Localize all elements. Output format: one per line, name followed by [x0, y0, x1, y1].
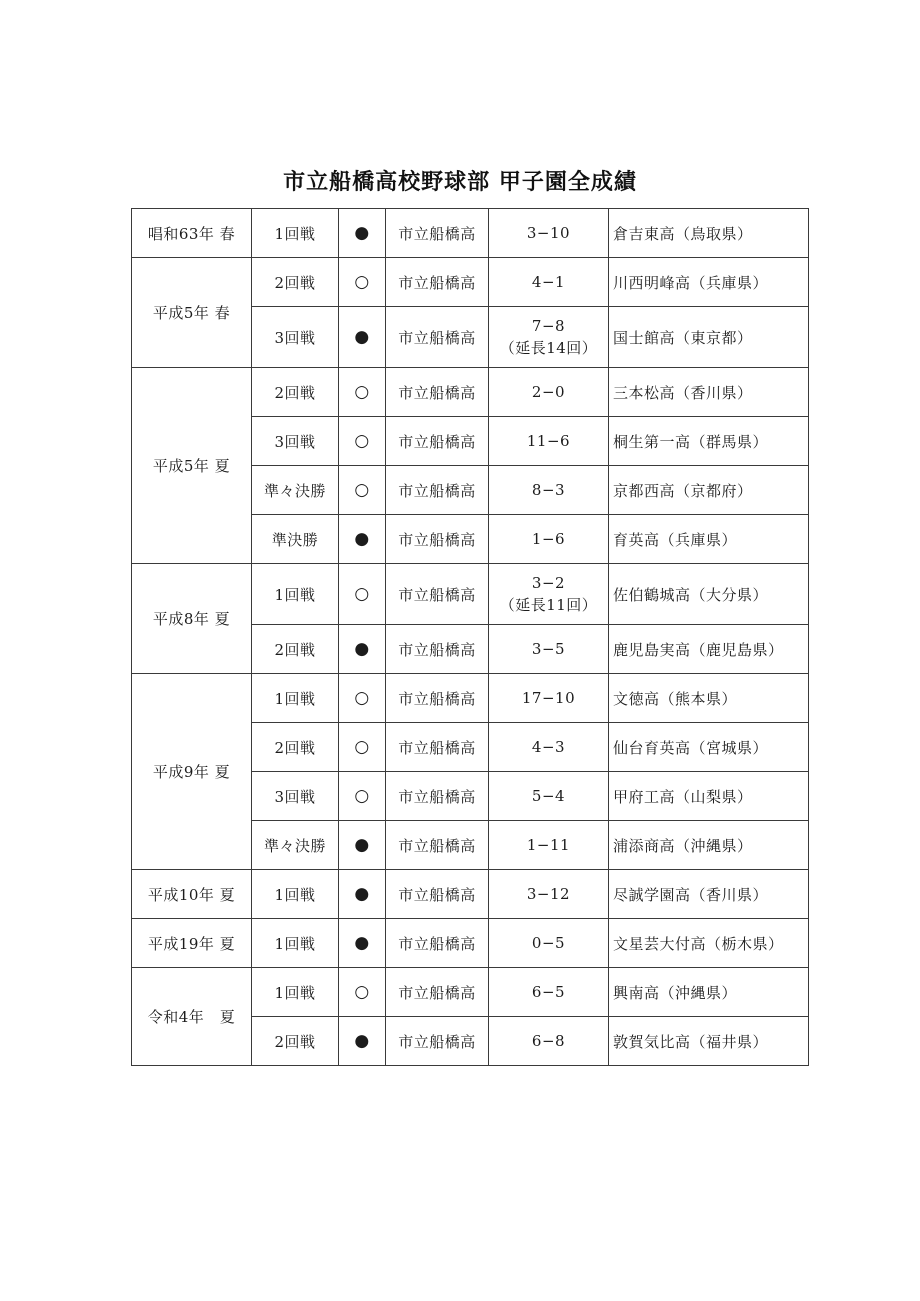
era-cell: 平成10年 夏 [132, 870, 252, 919]
score-value: 3−12 [526, 885, 571, 903]
opponent-cell: 倉吉東高（鳥取県） [609, 209, 809, 258]
result-mark: ● [339, 821, 386, 870]
result-mark: ● [339, 307, 386, 368]
score-note: （延長11回） [499, 596, 598, 614]
table-row [132, 674, 809, 723]
opponent-cell: 敦賀気比高（福井県） [609, 1017, 809, 1066]
opponent-cell: 浦添商高（沖縄県） [609, 821, 809, 870]
table-row [132, 968, 809, 1017]
opponent-cell: 文徳高（熊本県） [609, 674, 809, 723]
result-mark: ○ [339, 772, 386, 821]
team-cell: 市立船橋高 [386, 307, 489, 368]
result-mark: ○ [339, 723, 386, 772]
era-cell: 唱和63年 春 [132, 209, 252, 258]
score-cell [489, 674, 609, 723]
score-value: 5−4 [531, 787, 566, 805]
score-value: 3−2 [531, 574, 566, 592]
score-cell [489, 466, 609, 515]
result-mark: ● [339, 209, 386, 258]
round-cell: 準々決勝 [252, 821, 339, 870]
opponent-cell: 文星芸大付高（栃木県） [609, 919, 809, 968]
result-mark: ● [339, 515, 386, 564]
score-value: 4−1 [531, 273, 566, 291]
score-value: 6−5 [531, 983, 566, 1001]
team-cell: 市立船橋高 [386, 919, 489, 968]
score-cell [489, 968, 609, 1017]
page-title: 市立船橋高校野球部 甲子園全成績 [283, 169, 637, 195]
opponent-cell: 尽誠学園高（香川県） [609, 870, 809, 919]
score-value: 11−6 [526, 432, 571, 450]
score-cell [489, 919, 609, 968]
opponent-cell: 甲府工高（山梨県） [609, 772, 809, 821]
table-row [132, 368, 809, 417]
result-mark: ● [339, 919, 386, 968]
round-cell: 2回戦 [252, 723, 339, 772]
team-cell: 市立船橋高 [386, 1017, 489, 1066]
score-cell [489, 258, 609, 307]
score-note: （延長14回） [499, 339, 598, 357]
table-row [132, 919, 809, 968]
era-cell: 平成19年 夏 [132, 919, 252, 968]
opponent-cell: 桐生第一高（群馬県） [609, 417, 809, 466]
score-value: 2−0 [531, 383, 566, 401]
era-cell: 平成9年 夏 [132, 674, 252, 870]
result-mark: ○ [339, 258, 386, 307]
score-value: 1−11 [526, 836, 571, 854]
result-mark: ○ [339, 466, 386, 515]
era-cell: 令和4年 夏 [132, 968, 252, 1066]
score-value: 4−3 [531, 738, 566, 756]
round-cell: 2回戦 [252, 1017, 339, 1066]
team-cell: 市立船橋高 [386, 417, 489, 466]
opponent-cell: 川西明峰高（兵庫県） [609, 258, 809, 307]
opponent-cell: 京都西高（京都府） [609, 466, 809, 515]
opponent-cell: 三本松高（香川県） [609, 368, 809, 417]
round-cell: 1回戦 [252, 919, 339, 968]
score-cell [489, 870, 609, 919]
opponent-cell: 佐伯鶴城高（大分県） [609, 564, 809, 625]
round-cell: 3回戦 [252, 417, 339, 466]
score-value: 0−5 [531, 934, 566, 952]
round-cell: 2回戦 [252, 625, 339, 674]
table-row [132, 564, 809, 625]
opponent-cell: 育英高（兵庫県） [609, 515, 809, 564]
result-mark: ● [339, 870, 386, 919]
score-cell [489, 723, 609, 772]
team-cell: 市立船橋高 [386, 209, 489, 258]
score-cell [489, 209, 609, 258]
team-cell: 市立船橋高 [386, 564, 489, 625]
team-cell: 市立船橋高 [386, 723, 489, 772]
round-cell: 2回戦 [252, 368, 339, 417]
table-row [132, 870, 809, 919]
table-row [132, 209, 809, 258]
round-cell: 3回戦 [252, 772, 339, 821]
era-cell: 平成5年 夏 [132, 368, 252, 564]
score-cell [489, 1017, 609, 1066]
opponent-cell: 興南高（沖縄県） [609, 968, 809, 1017]
team-cell: 市立船橋高 [386, 368, 489, 417]
opponent-cell: 鹿児島実高（鹿児島県） [609, 625, 809, 674]
result-mark: ○ [339, 564, 386, 625]
result-mark: ○ [339, 368, 386, 417]
result-mark: ○ [339, 674, 386, 723]
result-mark: ○ [339, 417, 386, 466]
score-cell [489, 515, 609, 564]
team-cell: 市立船橋高 [386, 968, 489, 1017]
score-value: 3−10 [526, 224, 571, 242]
team-cell: 市立船橋高 [386, 674, 489, 723]
opponent-cell: 仙台育英高（宮城県） [609, 723, 809, 772]
score-value: 8−3 [531, 481, 566, 499]
team-cell: 市立船橋高 [386, 625, 489, 674]
score-value: 7−8 [531, 317, 566, 335]
round-cell: 1回戦 [252, 968, 339, 1017]
score-cell [489, 368, 609, 417]
result-mark: ● [339, 1017, 386, 1066]
score-cell [489, 417, 609, 466]
round-cell: 2回戦 [252, 258, 339, 307]
team-cell: 市立船橋高 [386, 772, 489, 821]
team-cell: 市立船橋高 [386, 258, 489, 307]
team-cell: 市立船橋高 [386, 515, 489, 564]
round-cell: 3回戦 [252, 307, 339, 368]
team-cell: 市立船橋高 [386, 870, 489, 919]
era-cell: 平成8年 夏 [132, 564, 252, 674]
round-cell: 1回戦 [252, 674, 339, 723]
score-cell [489, 625, 609, 674]
result-mark: ● [339, 625, 386, 674]
score-value: 6−8 [531, 1032, 566, 1050]
result-mark: ○ [339, 968, 386, 1017]
team-cell: 市立船橋高 [386, 466, 489, 515]
round-cell: 準々決勝 [252, 466, 339, 515]
score-value: 3−5 [531, 640, 566, 658]
round-cell: 1回戦 [252, 209, 339, 258]
team-cell: 市立船橋高 [386, 821, 489, 870]
score-value: 17−10 [521, 689, 576, 707]
round-cell: 1回戦 [252, 870, 339, 919]
score-cell [489, 821, 609, 870]
score-cell [489, 772, 609, 821]
era-cell: 平成5年 春 [132, 258, 252, 368]
score-cell [489, 564, 609, 625]
score-cell [489, 307, 609, 368]
round-cell: 1回戦 [252, 564, 339, 625]
round-cell: 準決勝 [252, 515, 339, 564]
results-table [131, 208, 809, 1066]
opponent-cell: 国士館高（東京都） [609, 307, 809, 368]
table-row [132, 258, 809, 307]
score-value: 1−6 [531, 530, 566, 548]
